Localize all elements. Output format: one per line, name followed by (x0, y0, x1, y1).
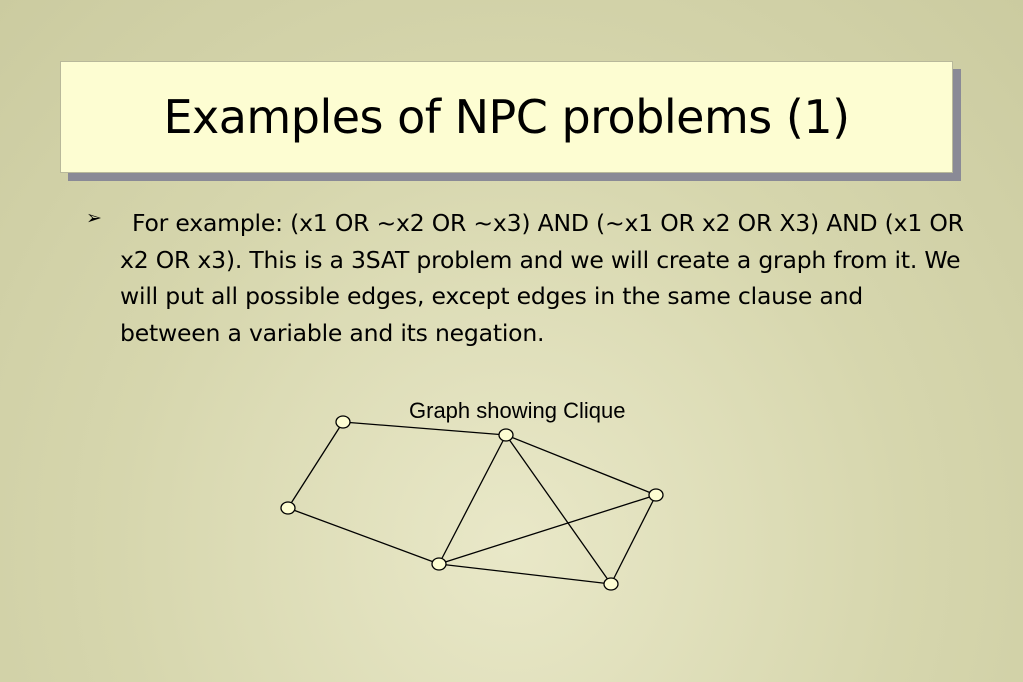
graph-node-n2 (499, 429, 513, 441)
edge-n4-n5 (439, 495, 656, 564)
graph-caption: Graph showing Clique (409, 398, 626, 423)
edge-n5-n6 (611, 495, 656, 584)
bullet-text: For example: (x1 OR ~x2 OR ~x3) AND (~x1 OR x2 OR X3) AND (x1 OR x2 OR x3). This is a 3SAT problem and we will create a graph from it. We will put all possible edges, except edges in the same clause and between a variable and its negation. (120, 209, 964, 347)
graph-node-n1 (336, 416, 350, 428)
slide-title: Examples of NPC problems (1) (163, 90, 850, 144)
graph-node-n6 (604, 578, 618, 590)
edge-n4-n6 (439, 564, 611, 584)
edge-n2-n6 (506, 435, 611, 584)
graph-node-n3 (281, 502, 295, 514)
edge-n3-n4 (288, 508, 439, 564)
graph-node-n5 (649, 489, 663, 501)
edge-n1-n3 (288, 422, 343, 508)
arrow-bullet-icon: ➢ (86, 207, 102, 229)
edge-n1-n2 (343, 422, 506, 435)
edge-n2-n4 (439, 435, 506, 564)
edge-n2-n5 (506, 435, 656, 495)
graph-node-n4 (432, 558, 446, 570)
